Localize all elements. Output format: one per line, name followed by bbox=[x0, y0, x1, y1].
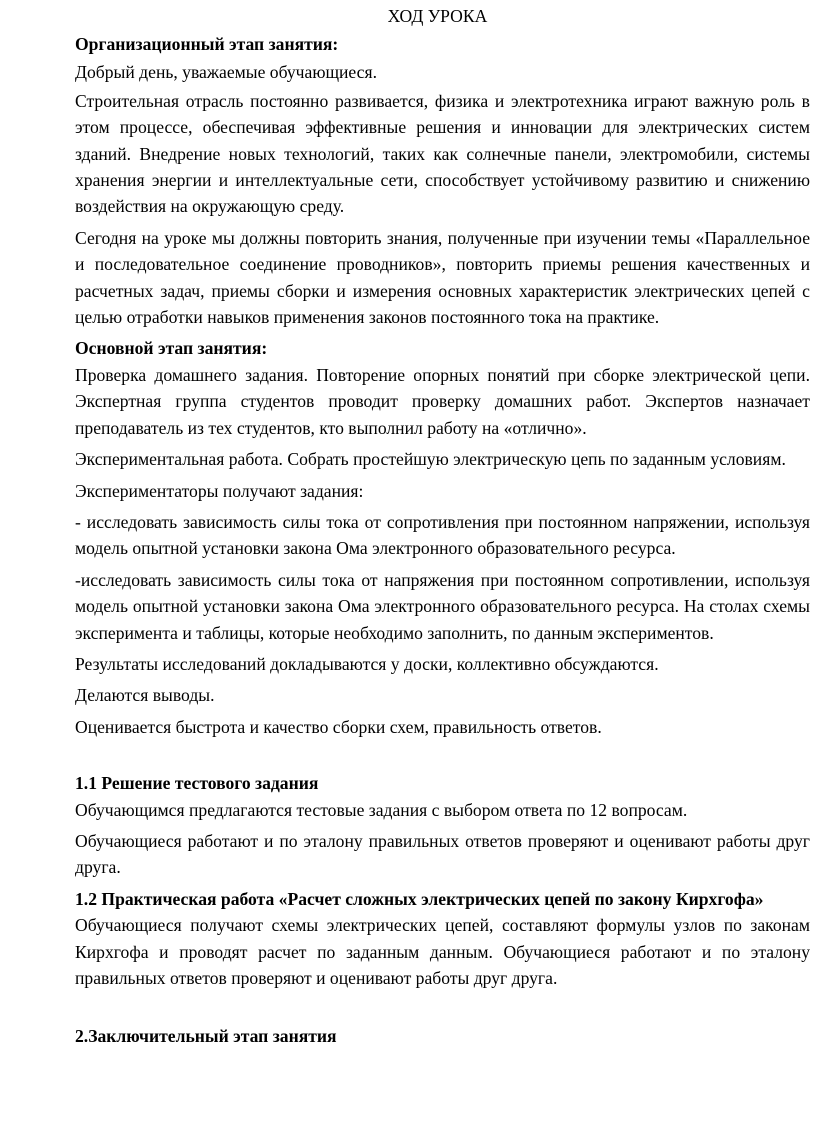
paragraph-results: Результаты исследований докладываются у доски, коллективно обсуждаются. bbox=[75, 653, 659, 674]
paragraph-task-resistance: - исследовать зависимость силы тока от сопротивления при постоянном напряжении, используя модель опытной установки закона Ома электронного образовательного ресурса. bbox=[75, 511, 810, 559]
section-heading-main: Основной этап занятия: bbox=[75, 338, 268, 359]
document-title: ХОД УРОКА bbox=[387, 6, 488, 26]
paragraph-experimental-work: Экспериментальная работа. Собрать простейшую электрическую цепь по заданным условиям. bbox=[75, 449, 786, 470]
section-heading-practical: 1.2 Практическая работа «Расчет сложных электрических цепей по закону Кирхгофа» bbox=[75, 888, 764, 909]
paragraph-experimenters: Экспериментаторы получают задания: bbox=[75, 480, 364, 501]
section-heading-organizational: Организационный этап занятия: bbox=[75, 34, 339, 54]
paragraph-homework-check: Проверка домашнего задания. Повторение опорных понятий при сборке электрической цепи. Экспертная группа студентов проводит проверку домашних работ. Экспертов назначает преподаватель из тех студентов, кто выполнил работу на «отлично». bbox=[75, 364, 810, 438]
paragraph-industry: Строительная отрасль постоянно развивается, физика и электротехника играют важную роль в этом процессе, обеспечивая эффективные решения и инновации для электрических систем зданий. Внедрение новых технологий, таких как солнечные панели, электромобили, системы хранения энергии и интеллектуальные сети, способствует устойчивому развитию и снижению воздействия на окружающую среду. bbox=[75, 90, 810, 217]
section-heading-final: 2.Заключительный этап занятия bbox=[75, 1026, 337, 1047]
paragraph-task-voltage: -исследовать зависимость силы тока от напряжения при постоянном сопротивлении, используя модель опытной установки закона Ома электронного образовательного ресурса. На столах схемы эксперимента и таблицы, которые необходимо заполнить, по данным экспериментов. bbox=[75, 569, 810, 643]
document-page bbox=[75, 0, 810, 1050]
paragraph-greeting: Добрый день, уважаемые обучающиеся. bbox=[75, 62, 377, 83]
paragraph-evaluation: Оценивается быстрота и качество сборки схем, правильность ответов. bbox=[75, 716, 602, 737]
paragraph-peer-review: Обучающиеся работают и по эталону правильных ответов проверяют и оценивают работы друг друга. bbox=[75, 830, 810, 878]
paragraph-conclusions: Делаются выводы. bbox=[75, 685, 215, 706]
paragraph-test-tasks: Обучающимся предлагаются тестовые задания с выбором ответа по 12 вопросам. bbox=[75, 799, 688, 820]
section-heading-test: 1.1 Решение тестового задания bbox=[75, 773, 319, 794]
paragraph-kirchhoff: Обучающиеся получают схемы электрических цепей, составляют формулы узлов по законам Кирхгофа и проводят расчет по заданным данным. Обучающиеся работают и по эталону правильных ответов проверяют и оценивают работы друг друга. bbox=[75, 915, 810, 988]
paragraph-lesson-goals: Сегодня на уроке мы должны повторить знания, полученные при изучении темы «Параллельное и последовательное соединение проводников», повторить приемы решения качественных и расчетных задач, приемы сборки и измерения основных характеристик электрических цепей с целью отработки навыков применения законов постоянного тока на практике. bbox=[75, 227, 810, 328]
